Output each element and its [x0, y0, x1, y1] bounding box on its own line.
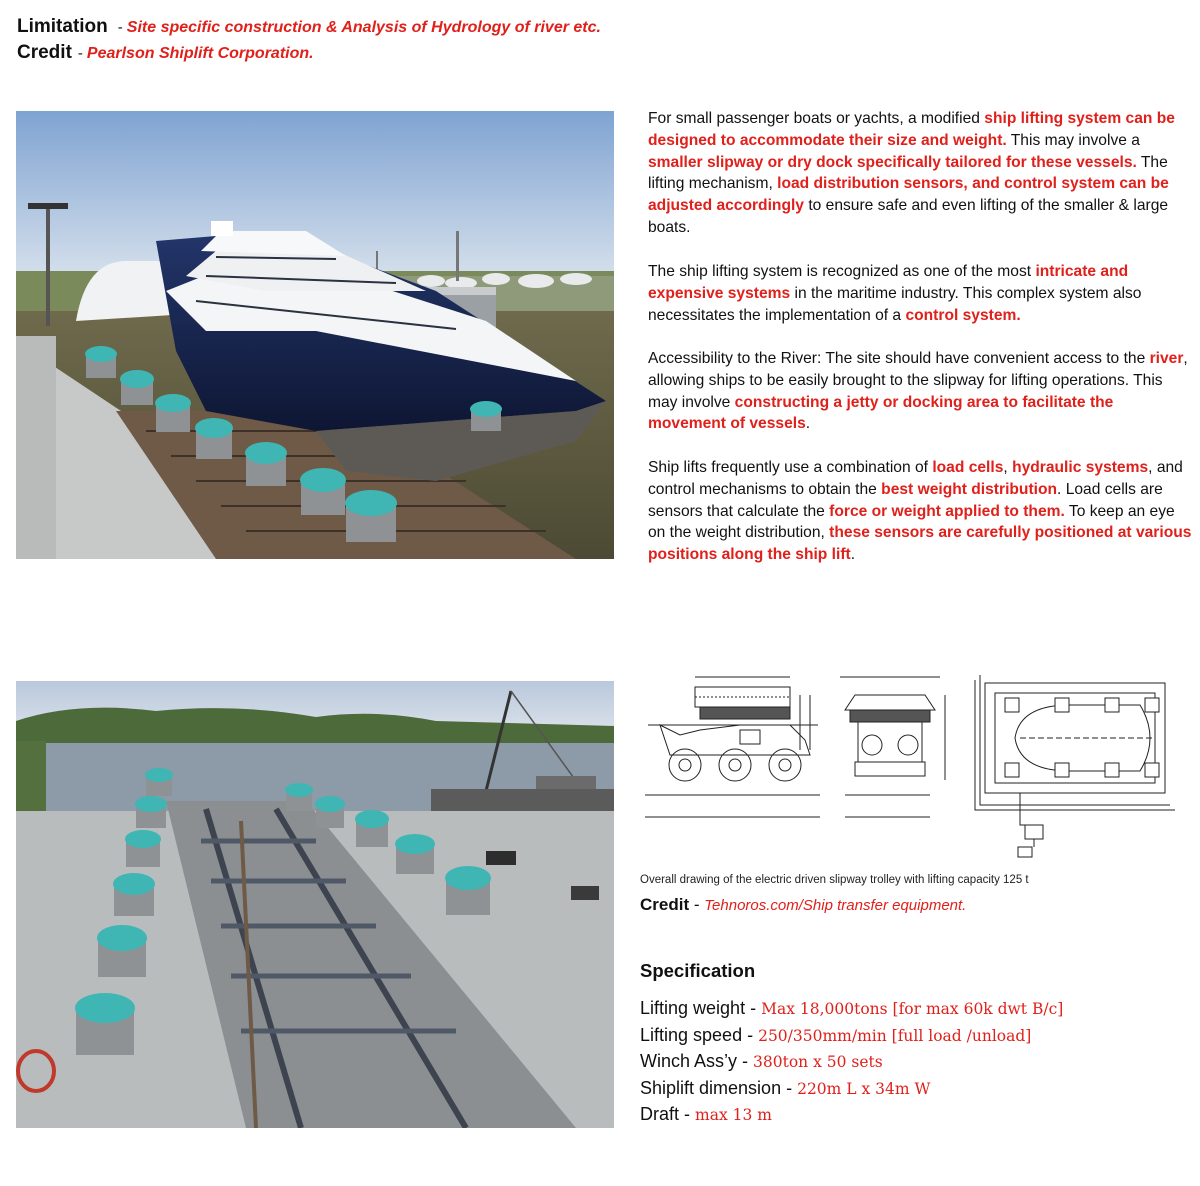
paragraph-text: .: [805, 415, 811, 433]
spec-item: Lifting weight - Max 18,000tons [for max 60k dwt B/c]: [640, 998, 1064, 1018]
paragraph-text: .: [850, 546, 856, 564]
spec-value: max 13 m: [695, 1106, 772, 1124]
paragraph-text: Ship lifts frequently use a combination of: [648, 459, 933, 476]
highlighted-text: ship lifting system can be designed to accommodate their size and weight.: [648, 110, 1175, 149]
spec-item: Lifting speed - 250/350mm/min [full load /unload]: [640, 1024, 1032, 1045]
control-schematic: [975, 675, 1175, 857]
highlighted-text: best weight distribution: [881, 480, 1058, 498]
drawing-credit-dash: -: [693, 895, 705, 914]
spec-item: Winch Ass’y - 380ton x 50 sets: [640, 1051, 883, 1071]
yacht-shiplift-photo: [16, 111, 614, 559]
highlighted-text: constructing a jetty or docking area to facilitate the movement of vessels: [648, 393, 1114, 433]
highlighted-text: load cells: [932, 459, 1004, 476]
drawing-credit-value: Tehnoros.com/Ship transfer equipment.: [704, 897, 967, 914]
drawing-caption: Overall drawing of the electric driven slipway trolley with lifting capacity 125 t: [640, 874, 1029, 886]
spec-item: Shiplift dimension - 220m L x 34m W: [640, 1077, 931, 1098]
drawing-credit-line: [640, 895, 966, 915]
paragraph-text: . Load cells are sensors that calculate the: [648, 480, 1163, 520]
spec-value: 380ton x 50 sets: [753, 1053, 883, 1071]
spec-label: Lifting weight: [640, 998, 746, 1018]
trolley-end-view: [840, 677, 945, 817]
specification-title: Specification: [640, 960, 756, 981]
paragraph-text: in the maritime industry. This complex system also necessitates the implementation of a: [648, 284, 1142, 324]
spec-label: Lifting speed: [640, 1024, 743, 1045]
highlighted-text: force or weight applied to them.: [829, 502, 1065, 520]
highlighted-text: these sensors are carefully positioned at various positions along the ship lift: [648, 524, 1192, 564]
spec-value: 250/350mm/min [full load /unload]: [758, 1026, 1032, 1045]
paragraph-text: ,: [1003, 459, 1013, 476]
spec-label: Shiplift dimension: [640, 1077, 782, 1098]
paragraph-text: This may involve a: [1006, 131, 1140, 149]
limitation-value: Site specific construction & Analysis of Hydrology of river etc.: [126, 19, 601, 36]
limitation-label: Limitation: [17, 16, 108, 37]
highlighted-text: control system.: [905, 306, 1021, 324]
spec-value: 220m L x 34m W: [797, 1079, 931, 1098]
paragraph-text: The lifting mechanism,: [648, 153, 1168, 193]
paragraph-4: [648, 457, 1193, 566]
paragraph-text: Accessibility to the River: The site should have convenient access to the: [648, 350, 1150, 367]
paragraph-text: To keep an eye on the weight distribution,: [648, 502, 1175, 542]
highlighted-text: intricate and expensive systems: [648, 263, 1129, 302]
spec-item: Draft - max 13 m: [640, 1104, 772, 1124]
paragraph-text: to ensure safe and even lifting of the smaller & large boats.: [648, 197, 1169, 236]
slipway-trolley-drawing: [640, 665, 1193, 870]
credit-label: Credit: [17, 42, 72, 63]
paragraph-2: [648, 261, 1193, 326]
highlighted-text: river: [1149, 350, 1184, 367]
shiplift-platform-photo: [16, 681, 614, 1128]
highlighted-text: hydraulic systems: [1012, 459, 1149, 476]
paragraph-text: , allowing ships to be easily brought to the slipway for lifting operations. This may involve: [648, 350, 1188, 411]
paragraph-text: For small passenger boats or yachts, a modified: [648, 110, 985, 127]
highlighted-text: load distribution sensors, and control system can be adjusted accordingly: [648, 175, 1169, 215]
limitation-line: Limitation - Site specific construction & Analysis of Hydrology of river etc.: [17, 16, 601, 37]
credit-line: Credit - Pearlson Shiplift Corporation.: [17, 42, 314, 63]
specification-list: [640, 996, 1063, 1129]
highlighted-text: smaller slipway or dry dock specifically tailored for these vessels.: [648, 153, 1137, 171]
paragraph-3: [648, 348, 1193, 435]
spec-label: Draft: [640, 1104, 680, 1124]
trolley-side-view: [645, 677, 820, 817]
paragraph-text: The ship lifting system is recognized as one of the most: [648, 263, 1036, 280]
paragraph-1: [648, 108, 1193, 239]
spec-label: Winch Ass’y: [640, 1051, 738, 1071]
credit-value: Pearlson Shiplift Corporation.: [86, 45, 314, 62]
paragraph-text: , and control mechanisms to obtain the: [648, 459, 1183, 498]
drawing-credit-label: Credit: [640, 895, 690, 914]
spec-value: Max 18,000tons [for max 60k dwt B/c]: [761, 1000, 1064, 1018]
